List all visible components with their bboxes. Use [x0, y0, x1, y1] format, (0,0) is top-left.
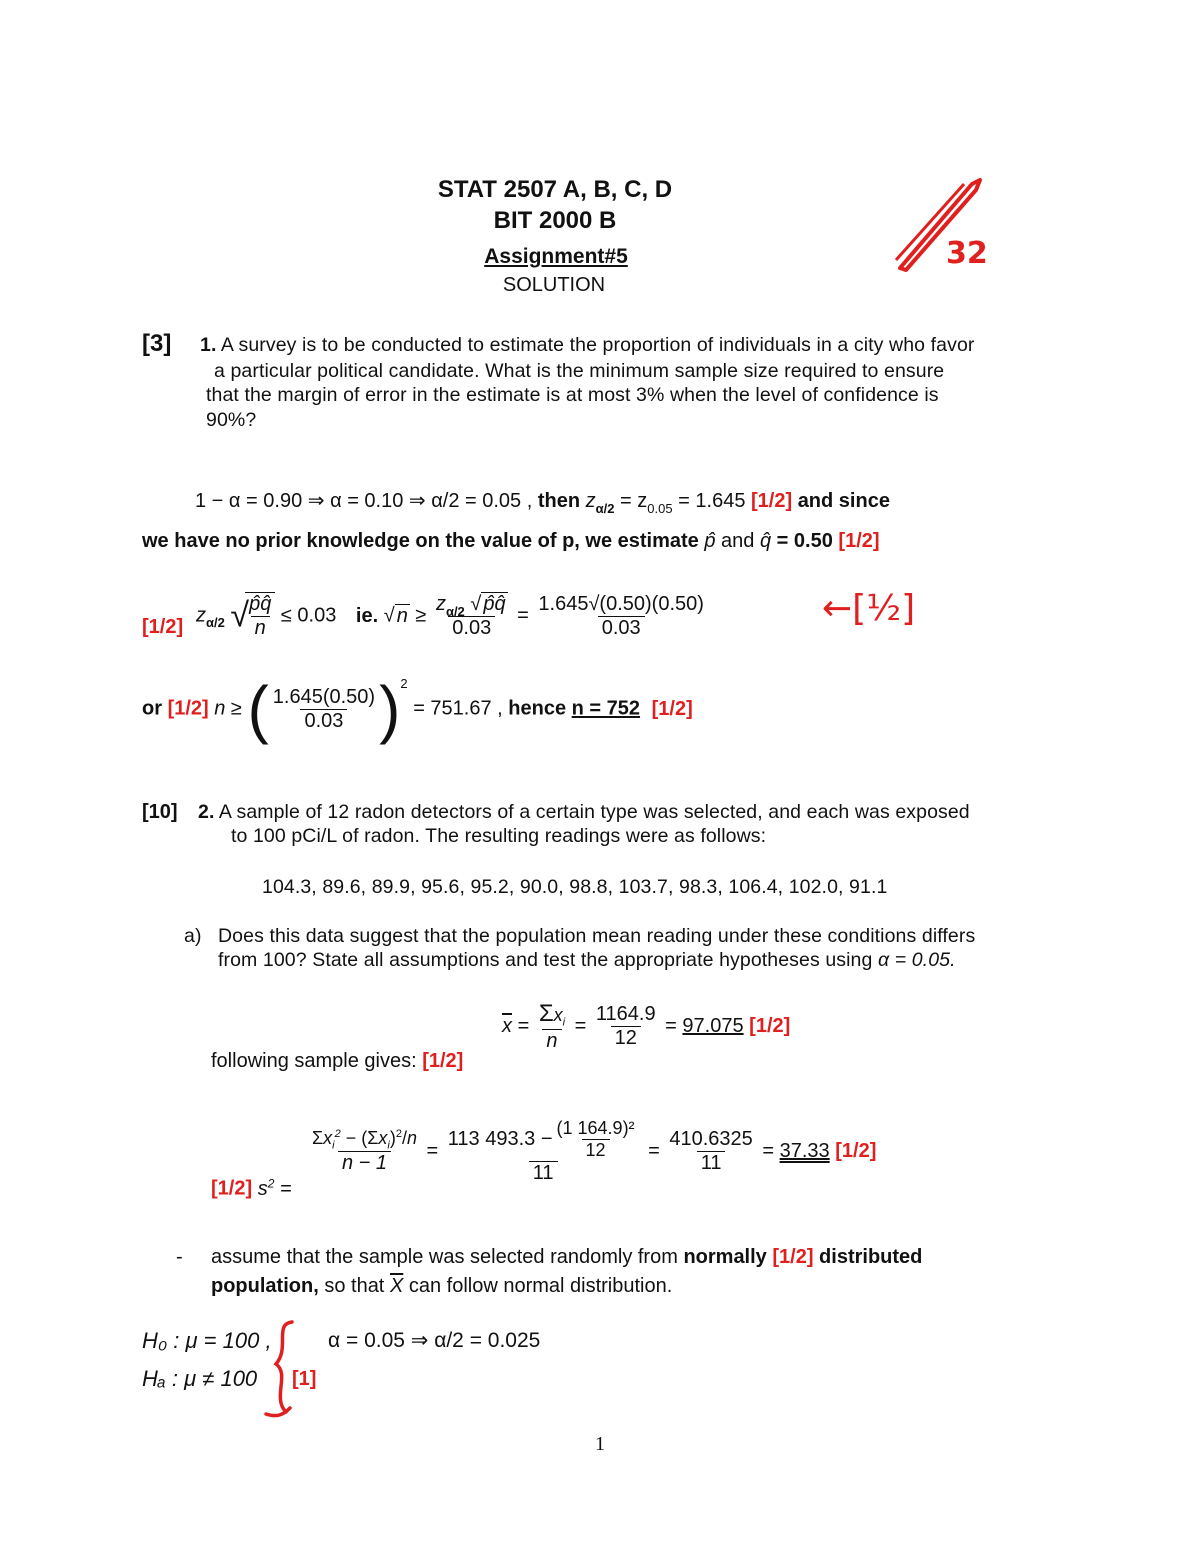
q-hat: q̂ — [759, 530, 772, 552]
var-mark: [1/2] $s^2$ = — [211, 1176, 292, 1200]
or-word: or — [142, 697, 162, 720]
mark-half: [1/2] — [835, 1140, 877, 1162]
h0: H₀ : μ = 100 , — [142, 1328, 272, 1353]
q1-text-3: that the margin of error in the estimate is at most 3% when the level of confidence is — [206, 384, 939, 406]
handwritten-half-mark: ←[½] — [822, 588, 916, 629]
solution-label: SOLUTION — [502, 274, 606, 296]
q1-step2-text: we have no prior knowledge on the value of p, we estimate — [142, 530, 699, 552]
q2-marks: [10] — [142, 801, 178, 823]
q1-step3-den: 0.03 — [598, 616, 645, 640]
q1-number: 1. — [200, 334, 217, 356]
mark-half: [1/2] — [749, 1014, 791, 1037]
p-hat: p̂ — [704, 530, 716, 552]
var-den: 11 — [529, 1161, 558, 1185]
var-num2: 410.6325 — [669, 1128, 753, 1150]
assume-end: can follow normal distribution. — [408, 1275, 673, 1297]
q2a-label: a) — [184, 925, 202, 947]
assignment-title: Assignment#5 — [484, 245, 628, 268]
assume-distributed: distributed — [819, 1246, 923, 1268]
alpha-line: α = 0.05 ⇒ α/2 = 0.025 — [328, 1329, 541, 1352]
q1-step4-result: = 751.67 , — [413, 697, 503, 720]
z-subscript: α/2 — [595, 501, 615, 516]
mark-half: [1/2] — [142, 616, 184, 638]
and-word: and — [721, 530, 755, 552]
mark-half: [1/2] — [211, 1177, 253, 1200]
q2-number: 2. — [198, 801, 215, 823]
q1-step4-inner-num: 1.645(0.50) — [272, 685, 376, 708]
q2a-line1: Does this data suggest that the population mean reading under these conditions differs — [218, 925, 976, 947]
hence-word: hence — [508, 697, 567, 720]
mean-intro — [211, 1050, 463, 1073]
var-sq-den: 12 — [582, 1139, 610, 1161]
q2a-alpha: α = 0.05. — [877, 949, 956, 971]
assume-population: population, — [211, 1275, 319, 1297]
q2-line1 — [198, 801, 970, 824]
var-num: 113 493.3 − — [447, 1127, 553, 1150]
mean-result: 97.075 — [682, 1014, 744, 1037]
z-equals: = z — [614, 490, 648, 512]
q1-step1 — [195, 488, 890, 516]
q1-step1-since: and since — [797, 490, 890, 512]
q2-readings: 104.3, 89.6, 89.9, 95.6, 95.2, 90.0, 98.8, 103.7, 98.3, 106.4, 102.0, 91.1 — [262, 876, 888, 898]
q1-step2 — [142, 530, 880, 553]
q1-step1-then: then — [537, 490, 581, 512]
var-result: 37.33 — [779, 1140, 830, 1162]
q2a-line2-text: from 100? State all assumptions and test the appropriate hypotheses using — [218, 949, 873, 971]
mark-half: [1/2] — [838, 530, 880, 552]
q2a-line2 — [218, 949, 956, 972]
q1-text-4: 90%? — [206, 409, 257, 431]
mark-half: [1/2] — [167, 697, 209, 720]
q2-text-2: to 100 pCi/L of radon. The resulting readings were as follows: — [231, 825, 767, 847]
var-den2: 11 — [697, 1151, 726, 1175]
z-value: = 1.645 — [672, 490, 746, 512]
ha: Hₐ : μ ≠ 100 — [142, 1366, 258, 1391]
mean-den: 12 — [611, 1026, 641, 1050]
q2-text-1: A sample of 12 radon detectors of a certain type was selected, and each was exposed — [218, 801, 970, 823]
assume-rest: so that — [324, 1275, 385, 1297]
q1-text-2: a particular political candidate. What is the minimum sample size required to ensure — [214, 360, 945, 382]
z-subscript-2: 0.05 — [647, 501, 673, 516]
q1-step3-num: 1.645√(0.50)(0.50) — [538, 592, 704, 615]
var-formula: $\frac{\Sigma x_i^2 - (\Sigma x_i)^2/n}{n - 1}$ = 113 493.3 − $\frac{\text{(1 164.9)²}}{12}$ 11 = $\frac{410.6325}{11}$ = 37.33 [1/2] — [312, 1118, 877, 1184]
q1-step4: or [1/2] n ≥ ( $\frac{1.645(0.50)}{0.03}$ )$^2$ = 751.67 , hence n = 752 [1/2] — [142, 673, 693, 745]
q1-step3-ineq: $z_{\alpha/2}$ √ $\frac{p̂q̂}{n}$ ≤ 0.03 ie. √ n ≥ $\frac{z_{\alpha/2} √ p̂q̂}{0.03}$ = $\frac{1.645√(0.50)(0.50)}{0.03}$ — [196, 592, 708, 640]
mark-half: [1/2] — [422, 1050, 464, 1072]
q1-step4-inner-den: 0.03 — [300, 709, 347, 733]
mark-half: [1/2] — [651, 697, 693, 720]
mark-one: [1] — [292, 1368, 317, 1390]
q1-marks: [3] — [142, 330, 172, 357]
var-sq: (1 164.9)² — [556, 1118, 635, 1138]
q1-text-1: A survey is to be conducted to estimate the proportion of individuals in a city who favor — [220, 334, 975, 356]
grade-score: 32 — [946, 236, 988, 271]
assume-normally: normally — [683, 1246, 767, 1268]
mean-num: 1164.9 — [595, 1002, 656, 1025]
q1-step3-mark — [142, 616, 183, 639]
mark-half: [1/2] — [772, 1246, 814, 1268]
q1-line1 — [200, 334, 974, 357]
q1-step3-ie: ie. — [355, 604, 379, 627]
mark-half: [1/2] — [751, 490, 793, 512]
q1-answer: n = 752 — [571, 697, 641, 720]
q1-step3-leq: ≤ 0.03 — [280, 604, 337, 627]
page-number: 1 — [595, 1433, 605, 1455]
q1-step2-val: = 0.50 — [776, 530, 833, 552]
course-title-2: BIT 2000 B — [493, 207, 617, 234]
q1-step1-math: 1 − α = 0.90 ⇒ α = 0.10 ⇒ α/2 = 0.05 , — [195, 490, 533, 512]
assume-text-a: assume that the sample was selected randomly from — [211, 1246, 678, 1268]
mean-formula: $\overline{x}$ = $\frac{\Sigma x_i}{n}$ = $\frac{1164.9}{12}$ = 97.075 [1/2] — [502, 1000, 791, 1052]
course-title: STAT 2507 A, B, C, D — [437, 176, 673, 203]
assume-line2: population, so that $\overline{X}$ can follow normal distribution. — [211, 1275, 673, 1297]
assume-line1 — [211, 1246, 922, 1269]
z-symbol: z — [585, 490, 596, 512]
assume-dash: - — [176, 1246, 183, 1268]
mean-intro-text: following sample gives: — [211, 1050, 417, 1072]
